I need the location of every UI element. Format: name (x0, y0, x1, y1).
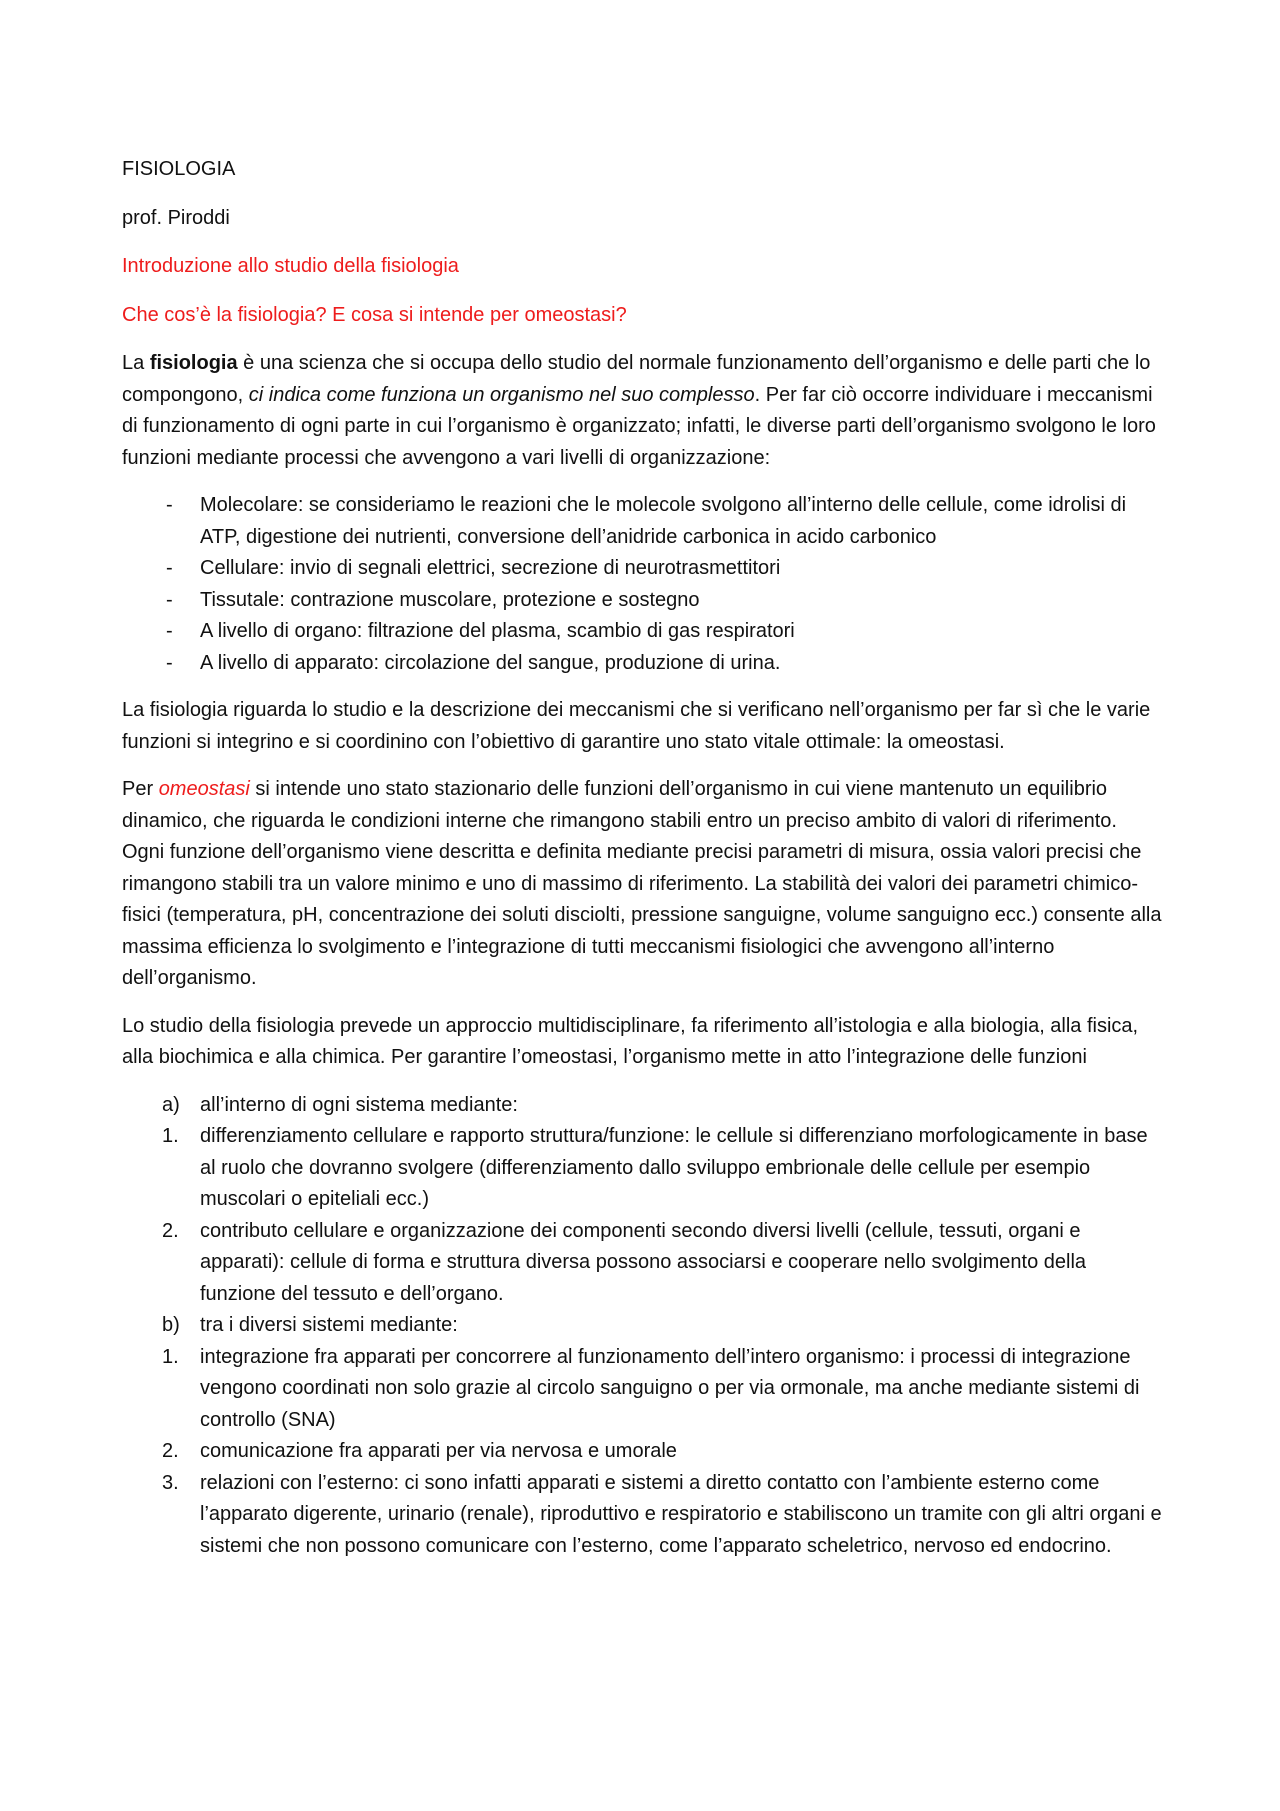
list-item-text: comunicazione fra apparati per via nervosa e umorale (200, 1440, 677, 1462)
list-item (122, 585, 1162, 617)
list-marker: a) (162, 1093, 180, 1116)
p1-mid: è una scienza che si occupa dello studio del normale funzionamento dell’organismo e delle parti che lo compongono, (122, 352, 1151, 406)
list-marker: b) (162, 1314, 180, 1336)
list-item (122, 616, 1162, 648)
dash-marker: - (166, 651, 173, 674)
list-item-text: relazioni con l’esterno: ci sono infatti apparati e sistemi a diretto contatto con l’ambiente esterno come l’apparato digerente, urinario (renale), riproduttivo e respiratorio e stabiliscono un tramite con gli altri organi e sistemi che non possono comunicare con l’esterno, come l’apparato scheletrico, nervoso ed endocrino. (200, 1471, 1162, 1557)
list-item-text: A livello di organo: filtrazione del plasma, scambio di gas respiratori (200, 620, 795, 642)
list-item-text: Tissutale: contrazione muscolare, protezione e sostegno (200, 588, 700, 611)
paragraph-omeostasi-intro: La fisiologia riguarda lo studio e la descrizione dei meccanismi che si verificano nell’organismo per far sì che le varie funzioni si integrino e si coordinino con l’obiettivo di garantire uno stato vitale ottimale: la omeostasi. (122, 699, 1151, 753)
integration-list (122, 1090, 1162, 1563)
term-fisiologia: fisiologia (149, 352, 238, 374)
list-item-text: contributo cellulare e organizzazione dei componenti secondo diversi livelli (cellule, tessuti, organi e apparati): cellule di forma e struttura diversa possono associarsi e cooperare nello svolgimento della funzione del tessuto e dell’organo. (200, 1219, 1087, 1305)
dash-marker: - (166, 620, 173, 642)
p1-post: . Per far ciò occorre individuare i meccanismi di funzionamento di ogni parte in cui l’organismo è organizzato; infatti, le diverse parti dell’organismo svolgono le loro funzioni mediante processi che avvengono a vari livelli di organizzazione: (122, 383, 1156, 469)
dash-marker: - (166, 557, 173, 579)
paragraph-multidisciplinary: Lo studio della fisiologia prevede un approccio multidisciplinare, fa riferimento all’istologia e alla biologia, alla fisica, alla biochimica e alla chimica. Per garantire l’omeostasi, l’organismo mette in atto l’integrazione delle funzioni (122, 1014, 1139, 1068)
list-item-text: integrazione fra apparati per concorrere al funzionamento dell’intero organismo: i processi di integrazione vengono coordinati non solo grazie al circolo sanguigno o per via ormonale, ma anche mediante sistemi di controllo (SNA) (200, 1345, 1140, 1431)
list-item-text: differenziamento cellulare e rapporto struttura/funzione: le cellule si differenziano morfologicamente in base al ruolo che dovranno svolgere (differenziamento dallo sviluppo embrionale delle cellule per esempio muscolari o epiteliali ecc.) (200, 1125, 1148, 1210)
list-item (122, 1090, 1162, 1122)
list-item (122, 648, 1162, 680)
levels-list (122, 490, 1162, 679)
list-item-text: tra i diversi sistemi mediante: (200, 1314, 458, 1336)
professor-name: prof. Piroddi (122, 206, 230, 229)
list-marker: 2. (162, 1219, 179, 1242)
document-title: FISIOLOGIA (122, 158, 236, 180)
paragraph-omeostasi-definition (122, 774, 1162, 995)
dash-marker: - (166, 588, 173, 611)
list-marker: 1. (162, 1345, 179, 1368)
list-item-text: all’interno di ogni sistema mediante: (200, 1093, 518, 1116)
question-heading: Che cos’è la fisiologia? E cosa si intende per omeostasi? (122, 303, 627, 326)
paragraph-definition (122, 348, 1162, 474)
list-item (122, 1121, 1162, 1216)
list-marker: 2. (162, 1440, 179, 1462)
list-item-text: Molecolare: se consideriamo le reazioni che le molecole svolgono all’interno delle cellule, come idrolisi di ATP, digestione dei nutrienti, conversione dell’anidride carbonica in acido carbonico (200, 494, 1127, 548)
list-item (122, 1342, 1162, 1437)
list-item (122, 1468, 1162, 1563)
p3-pre: Per (122, 778, 159, 800)
p1-italic: ci indica come funziona un organismo nel suo complesso (248, 383, 755, 406)
term-omeostasi: omeostasi (158, 778, 250, 800)
p1-pre: La (122, 352, 150, 374)
list-item-text: Cellulare: invio di segnali elettrici, secrezione di neurotrasmettitori (200, 557, 781, 579)
list-marker: 3. (162, 1471, 179, 1494)
list-item (122, 490, 1162, 553)
p3-post: si intende uno stato stazionario delle funzioni dell’organismo in cui viene mantenuto un equilibrio dinamico, che riguarda le condizioni interne che rimangono stabili entro un preciso ambito di valori di riferimento. Ogni funzione dell’organismo viene descritta e definita mediante precisi parametri di misura, ossia valori precisi che rimangono stabili tra un valore minimo e uno di massimo di riferimento. La stabilità dei valori dei parametri chimico-fisici (temperatura, pH, concentrazione dei soluti disciolti, pressione sanguigne, volume sanguigno ecc.) consente alla massima efficienza lo svolgimento e l’integrazione di tutti meccanismi fisiologici che avvengono all’interno dell’organismo. (122, 778, 1162, 989)
section-heading: Introduzione allo studio della fisiologia (122, 255, 459, 277)
list-item-text: A livello di apparato: circolazione del sangue, produzione di urina. (200, 651, 781, 674)
list-item (122, 553, 1162, 585)
list-item (122, 1436, 1162, 1468)
list-item (122, 1216, 1162, 1311)
list-item (122, 1310, 1162, 1342)
dash-marker: - (166, 494, 173, 516)
list-marker: 1. (162, 1125, 179, 1147)
